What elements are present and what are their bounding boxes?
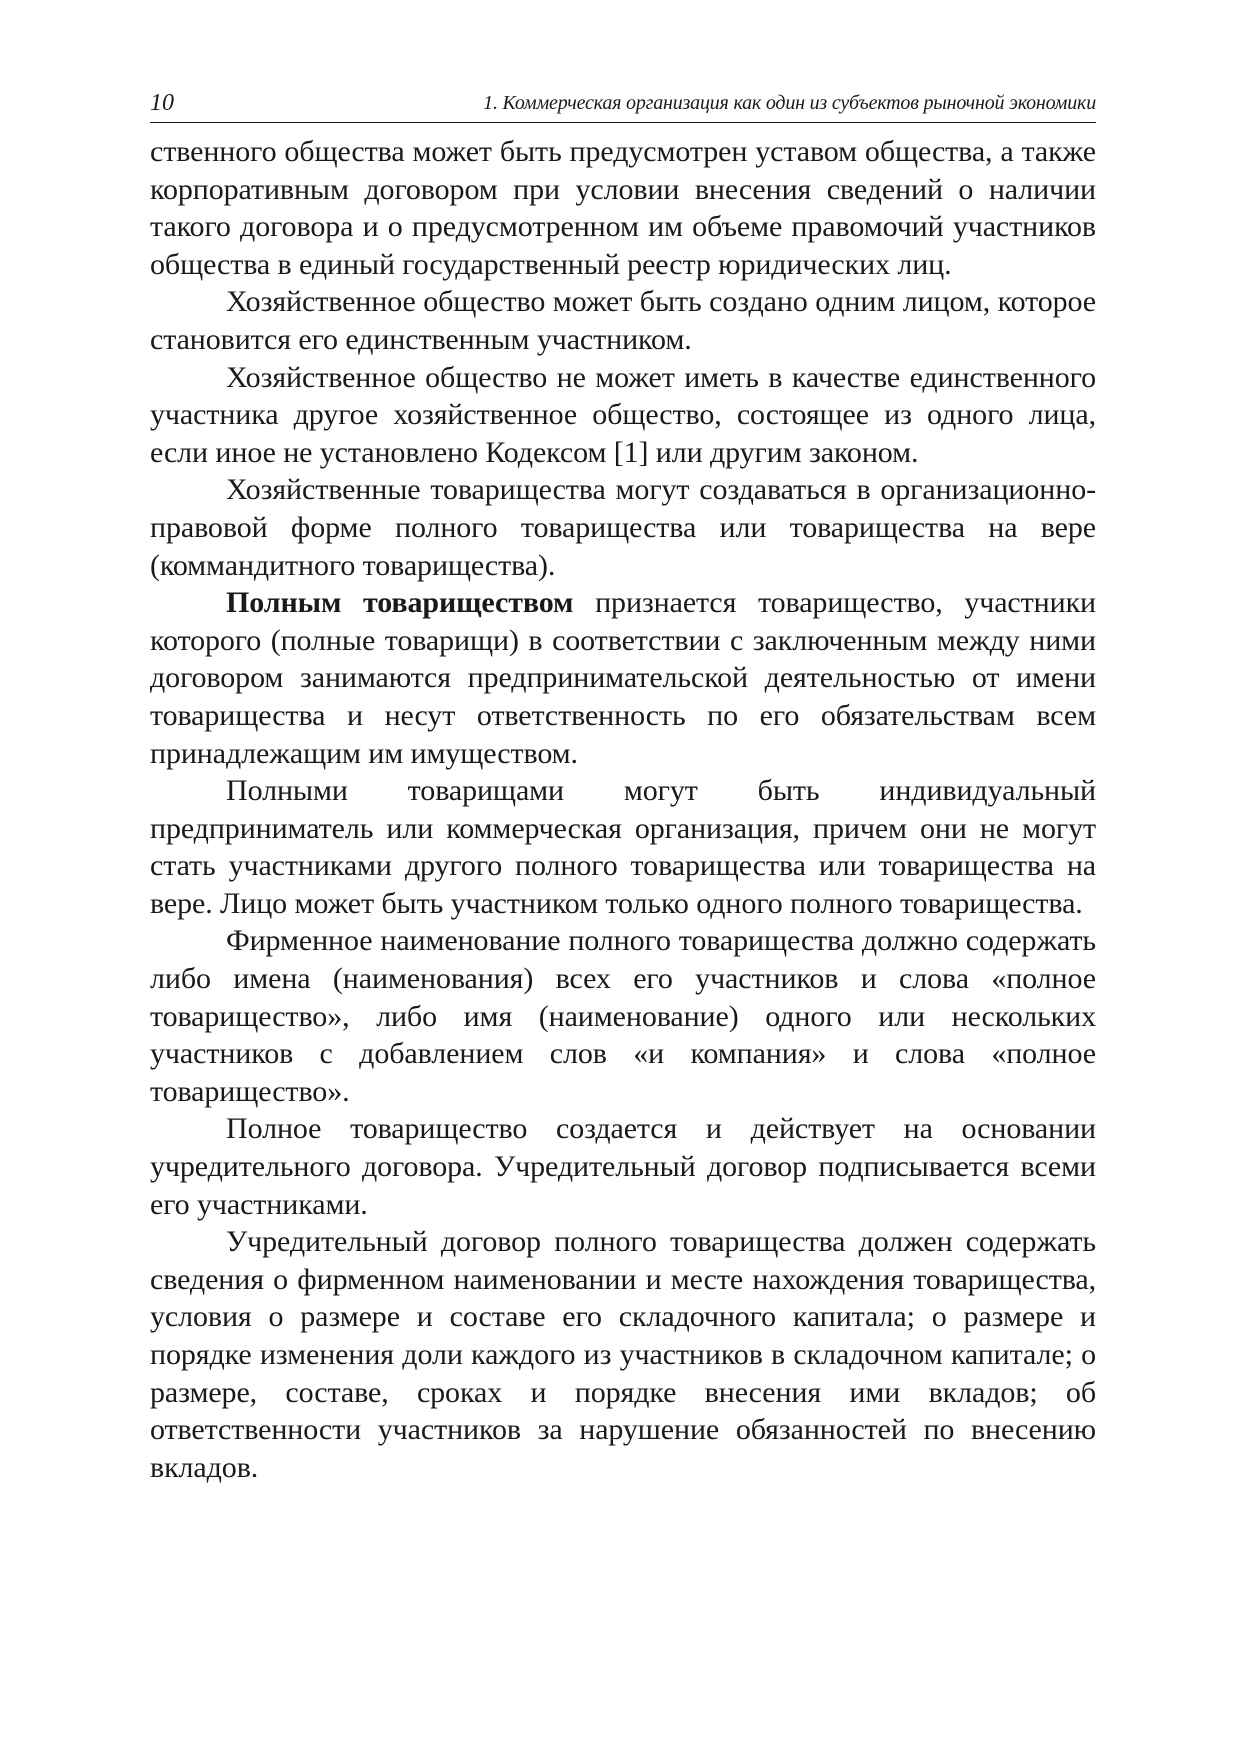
paragraph: Хозяйственное общество может быть создано одним лицом, которое становится его единственным участником. bbox=[150, 285, 1096, 356]
paragraph-continuation: ственного общества может быть предусмотрен уставом общества, а также корпоративным договором при условии внесения сведений о наличии такого договора и о предусмотренном им объеме правомочий участников общества в единый государственный реестр юридических лиц. bbox=[150, 135, 1096, 281]
paragraph: Хозяйственные товарищества могут создаваться в организационно-правовой форме полного товарищества или товарищества на вере (коммандитного товарищества). bbox=[150, 473, 1096, 582]
paragraph: Хозяйственное общество не может иметь в качестве единственного участника другое хозяйственное общество, состоящее из одного лица, если иное не установлено Кодексом [1] или другим законом. bbox=[150, 360, 1096, 469]
chapter-title: 1. Коммерческая организация как один из субъектов рыночной экономики bbox=[483, 92, 1096, 114]
paragraph: Учредительный договор полного товарищества должен содержать сведения о фирменном наименовании и месте нахождения товарищества, условия о размере и составе его складочного капитала; о размере и порядке изменения доли каждого из участников в складочном капитале; о размере, составе, сроках и порядке внесения ими вкладов; об ответственности участников за нарушение обязанностей по внесению вкладов. bbox=[150, 1225, 1096, 1484]
book-page bbox=[150, 90, 1096, 1486]
paragraph: Полное товарищество создается и действует на основании учредительного договора. Учредительный договор подписывается всеми его участниками. bbox=[150, 1112, 1096, 1221]
defined-term: Полным товариществом bbox=[226, 586, 574, 620]
paragraph-definition bbox=[150, 584, 1096, 772]
body-text bbox=[150, 133, 1096, 1486]
definition-text: признается товарищество, участники которого (полные товарищи) в соответствии с заключенным между ними договором занимаются предпринимательской деятельностью от имени товарищества и несут ответственность по его обязательствам всем принадлежащим им имуществом. bbox=[150, 586, 1096, 770]
paragraph: Полными товарищами могут быть индивидуальный предприниматель или коммерческая организация, причем они не могут стать участниками другого полного товарищества или товарищества на вере. Лицо может быть участником только одного полного товарищества. bbox=[150, 774, 1096, 920]
page-number: 10 bbox=[150, 90, 174, 116]
paragraph: Фирменное наименование полного товарищества должно содержать либо имена (наименования) всех его участников и слова «полное товарищество», либо имя (наименование) одного или нескольких участников с добавлением слов «и компания» и слова «полное товарищество». bbox=[150, 924, 1096, 1108]
running-header bbox=[150, 90, 1096, 123]
